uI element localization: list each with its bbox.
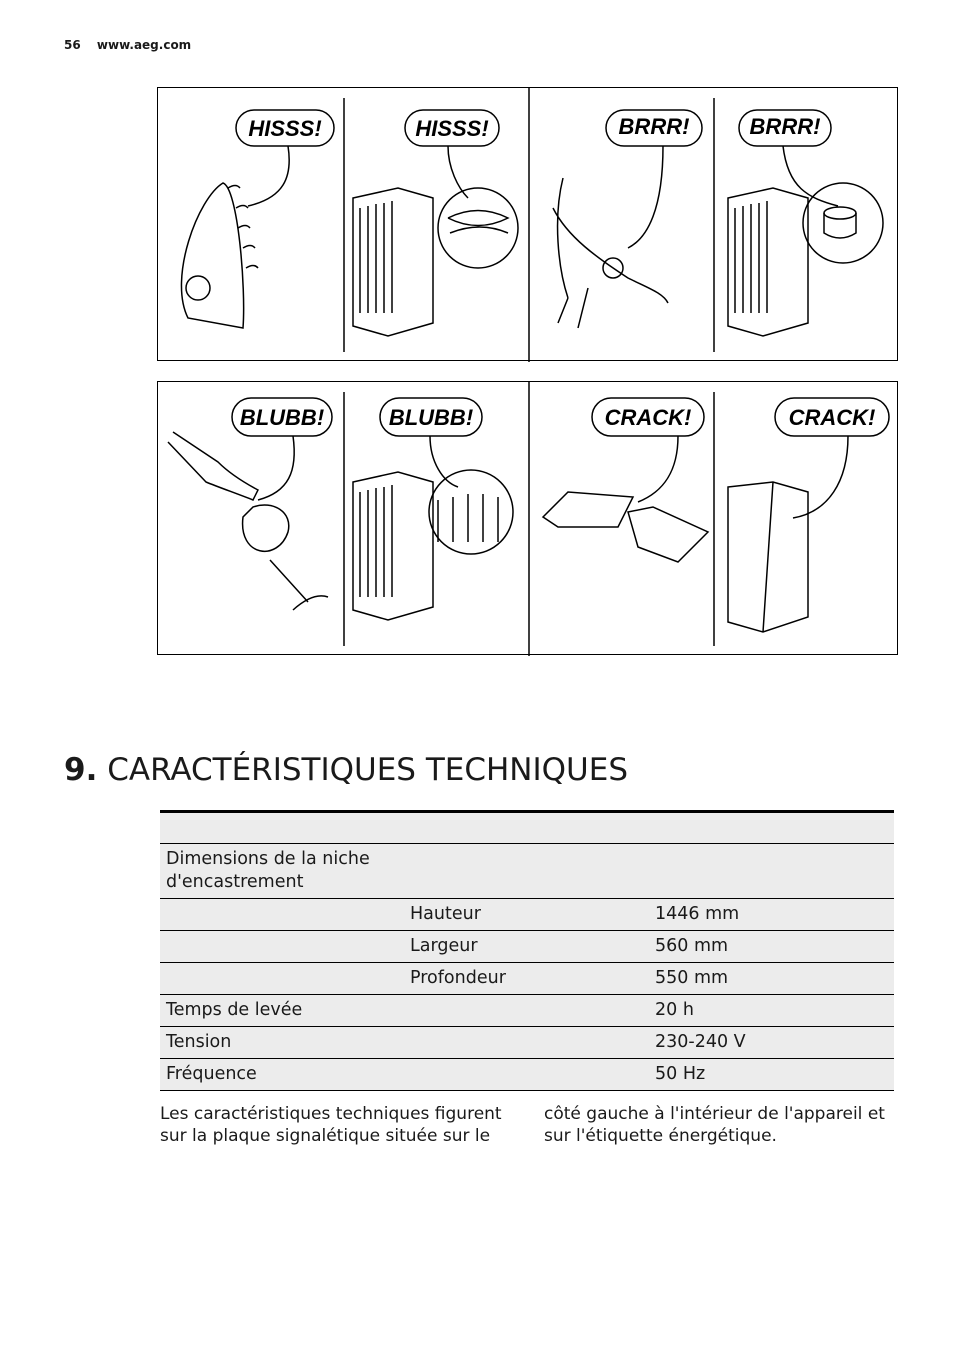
- table-cell: [404, 1059, 649, 1091]
- sound-label-hisss-2: HISSS!: [415, 116, 489, 141]
- website-link[interactable]: www.aeg.com: [96, 38, 192, 52]
- sound-label-brrr-2: BRRR!: [749, 114, 821, 139]
- table-row: [160, 931, 894, 963]
- table-cell: [404, 995, 649, 1027]
- noise-illustration-row-1: [157, 87, 898, 361]
- table-cell: 20 h: [649, 995, 894, 1027]
- table-cell: [404, 1027, 649, 1059]
- footer-note-right: côté gauche à l'intérieur de l'appareil et sur l'étiquette énergétique.: [544, 1104, 885, 1146]
- sound-label-crack-2: CRACK!: [788, 405, 876, 430]
- table-cell: 560 mm: [649, 931, 894, 963]
- table-row: [160, 844, 894, 899]
- table-header-row: [160, 812, 894, 844]
- table-cell: 50 Hz: [649, 1059, 894, 1091]
- section-title: [64, 752, 628, 788]
- section-heading: CARACTÉRISTIQUES TECHNIQUES: [107, 752, 628, 788]
- table-cell: [649, 844, 894, 899]
- table-cell: 1446 mm: [649, 899, 894, 931]
- table-cell: [160, 899, 404, 931]
- table-row: [160, 1027, 894, 1059]
- table-cell: Temps de levée: [160, 995, 404, 1027]
- page-number: 56: [64, 38, 81, 52]
- sound-label-hisss-1: HISSS!: [248, 116, 322, 141]
- table-cell: 230-240 V: [649, 1027, 894, 1059]
- footer-note-left: Les caractéristiques techniques figurent sur la plaque signalétique située sur le: [160, 1104, 502, 1146]
- table-row: [160, 995, 894, 1027]
- sound-label-brrr-1: BRRR!: [618, 114, 690, 139]
- page-header: [64, 38, 191, 52]
- spec-table: [160, 810, 894, 1091]
- sound-label-blubb-1: BLUBB!: [239, 405, 325, 430]
- table-row: [160, 963, 894, 995]
- noise-illustration-row-2: [157, 381, 898, 655]
- table-cell: Fréquence: [160, 1059, 404, 1091]
- noise-illustrations-svg-1: [158, 88, 899, 362]
- table-cell: Hauteur: [404, 899, 649, 931]
- noise-illustrations-svg-2: [158, 382, 899, 656]
- sound-label-blubb-2: BLUBB!: [388, 405, 474, 430]
- table-cell: Largeur: [404, 931, 649, 963]
- table-cell: Tension: [160, 1027, 404, 1059]
- table-cell: Profondeur: [404, 963, 649, 995]
- table-cell: [404, 844, 649, 899]
- sound-label-crack-1: CRACK!: [604, 405, 692, 430]
- table-row: [160, 899, 894, 931]
- table-cell: [160, 931, 404, 963]
- table-row: [160, 1059, 894, 1091]
- table-cell: Dimensions de la niche d'encastrement: [160, 844, 404, 899]
- table-cell: 550 mm: [649, 963, 894, 995]
- section-number: 9.: [64, 752, 98, 788]
- table-cell: [160, 963, 404, 995]
